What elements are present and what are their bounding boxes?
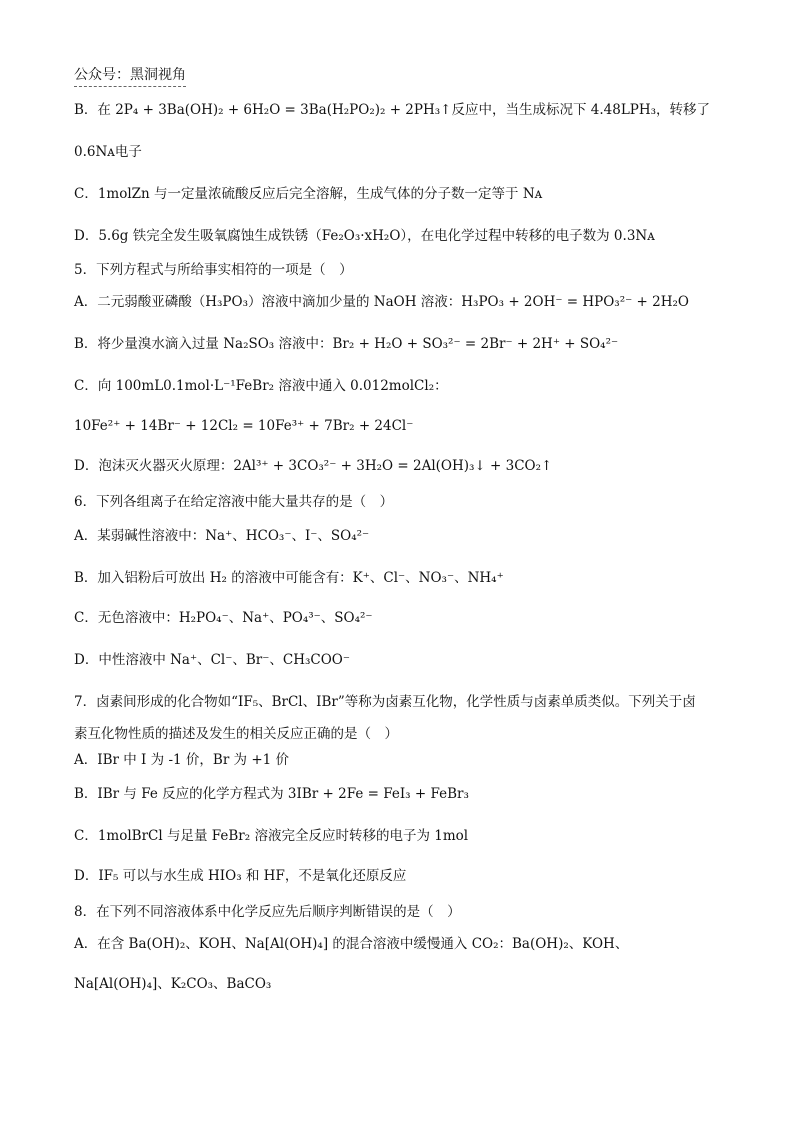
question-stem: 7．卤素间形成的化合物如“IF₅、BrCl、IBr”等称为卤素互化物，化学性质与卤素单质类似。下列关于卤 [74,694,696,710]
question-stem: 6．下列各组离子在给定溶液中能大量共存的是（ ） [74,494,394,510]
text-line: 10Fe²⁺ + 14Br⁻ + 12Cl₂ = 10Fe³⁺ + 7Br₂ + 24Cl⁻ [74,418,414,434]
text-line: B．在 2P₄ + 3Ba(OH)₂ + 6H₂O = 3Ba(H₂PO₂)₂ + 2PH₃↑反应中，当生成标况下 4.48LPH₃，转移了 [74,102,711,118]
source-header: 公众号：黑洞视角 [74,64,186,87]
text-line: B．将少量溴水滴入过量 Na₂SO₃ 溶液中：Br₂ + H₂O + SO₃²⁻ = 2Br⁻ + 2H⁺ + SO₄²⁻ [74,336,619,352]
question-stem: 5．下列方程式与所给事实相符的一项是（ ） [74,262,353,278]
text-line: D．泡沫灭火器灭火原理：2Al³⁺ + 3CO₃²⁻ + 3H₂O = 2Al(OH)₃↓ + 3CO₂↑ [74,458,553,474]
text-line: A．IBr 中 I 为 -1 价，Br 为 +1 价 [74,752,290,768]
question-stem: 8．在下列不同溶液体系中化学反应先后顺序判断错误的是（ ） [74,904,461,920]
text-line: A．在含 Ba(OH)₂、KOH、Na[Al(OH)₄] 的混合溶液中缓慢通入 CO₂：Ba(OH)₂、KOH、 [74,936,629,952]
text-line: A．某弱碱性溶液中：Na⁺、HCO₃⁻、I⁻、SO₄²⁻ [74,528,370,544]
text-line: D．中性溶液中 Na⁺、Cl⁻、Br⁻、CH₃COO⁻ [74,652,350,668]
text-line: A．二元弱酸亚磷酸（H₃PO₃）溶液中滴加少量的 NaOH 溶液：H₃PO₃ + 2OH⁻ = HPO₃²⁻ + 2H₂O [74,294,689,310]
text-line: B．IBr 与 Fe 反应的化学方程式为 3IBr + 2Fe = FeI₃ + FeBr₃ [74,786,469,802]
text-line: 0.6Nᴀ电子 [74,144,142,160]
text-line: C．1molZn 与一定量浓硫酸反应后完全溶解，生成气体的分子数一定等于 Nᴀ [74,186,543,202]
text-line: Na[Al(OH)₄]、K₂CO₃、BaCO₃ [74,976,272,992]
text-line: C．1molBrCl 与足量 FeBr₂ 溶液完全反应时转移的电子为 1mol [74,828,469,844]
text-line: B．加入铝粉后可放出 H₂ 的溶液中可能含有：K⁺、Cl⁻、NO₃⁻、NH₄⁺ [74,570,504,586]
text-line: C．向 100mL0.1mol·L⁻¹FeBr₂ 溶液中通入 0.012molCl₂： [74,378,448,394]
text-line: C．无色溶液中：H₂PO₄⁻、Na⁺、PO₄³⁻、SO₄²⁻ [74,610,373,626]
text-line: D．5.6g 铁完全发生吸氧腐蚀生成铁锈（Fe₂O₃·xH₂O），在电化学过程中转移的电子数为 0.3Nᴀ [74,228,655,244]
question-stem: 素互化物性质的描述及发生的相关反应正确的是（ ） [74,726,398,742]
text-line: D．IF₅ 可以与水生成 HIO₃ 和 HF，不是氧化还原反应 [74,868,407,884]
